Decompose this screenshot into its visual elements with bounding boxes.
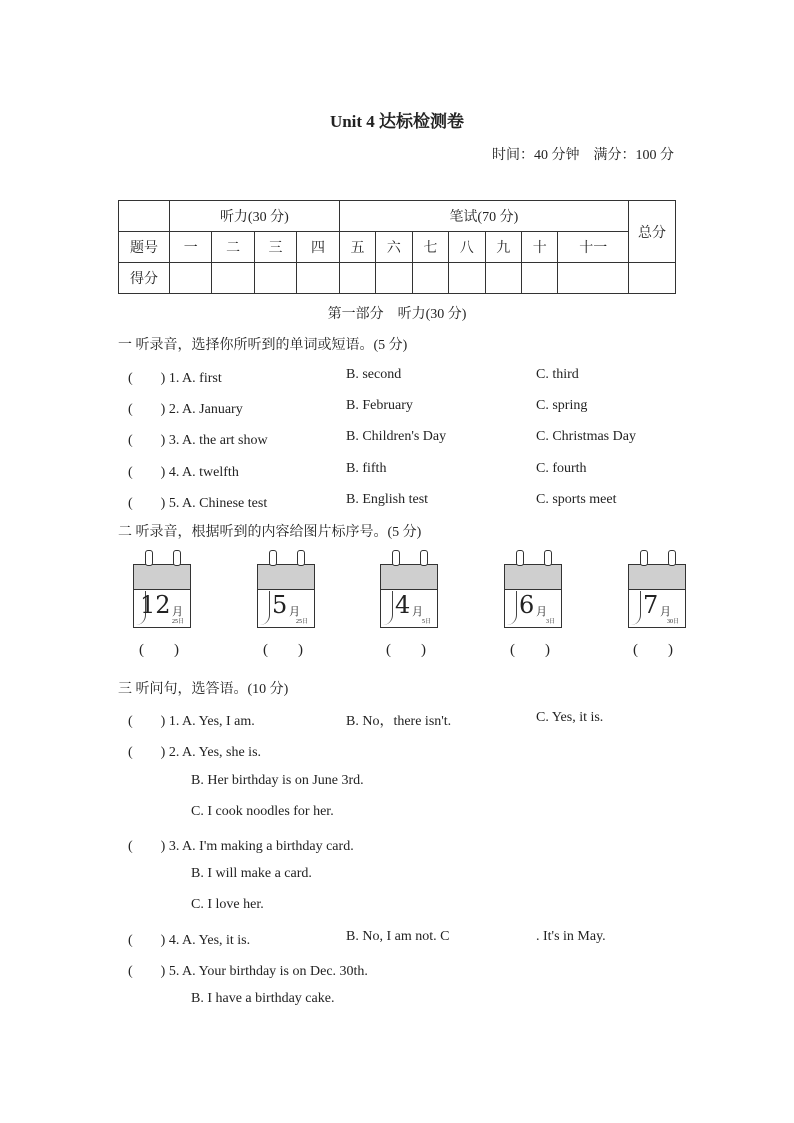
section2-title: 二 听录音，根据听到的内容给图片标序号。(5 分) [118,525,422,540]
calendar-month-number: 4 [395,591,411,619]
score-cell[interactable] [412,263,448,294]
question-number: 七 [412,232,448,263]
calendar-month-label: 月 [536,606,547,618]
binder-ring-icon [640,550,648,566]
calendar-page [133,564,191,628]
score-cell[interactable] [485,263,521,294]
s1-q2-option-b: B. February [346,398,413,413]
binder-ring-icon [516,550,524,566]
calendar-month-label: 月 [660,606,671,618]
s3-q4-option-b: B. No, I am not. C [346,929,450,944]
s1-q1-option-b: B. second [346,367,402,382]
score-cell[interactable] [170,263,212,294]
listening-header: 听力(30 分) [170,201,340,232]
binder-ring-icon [544,550,552,566]
score-cell[interactable] [254,263,296,294]
calendar-page [504,564,562,628]
calendar-december [133,556,191,628]
score-cell[interactable] [212,263,254,294]
s1-q5: ( ) 5. A. Chinese test [128,496,268,511]
s1-q5-option-b: B. English test [346,492,429,507]
writing-header: 笔试(70 分) [339,201,628,232]
s1-q3-option-c: C. Christmas Day [536,429,636,444]
corner-cell [119,201,170,232]
binder-ring-icon [173,550,181,566]
score-cell[interactable] [521,263,557,294]
s3-q3: ( ) 3. A. I'm making a birthday card. [128,839,354,854]
answer-blank[interactable]: ( ) [386,642,426,658]
s1-q2-option-c: C. spring [536,398,588,413]
part1-title: 第一部分 听力(30 分) [327,307,467,322]
question-number: 一 [170,232,212,263]
answer-blank[interactable]: ( ) [633,642,673,658]
calendar-day: 3日 [545,619,555,625]
binder-ring-icon [145,550,153,566]
calendar-page [628,564,686,628]
answer-blank[interactable]: ( ) [139,642,179,658]
total-header: 总分 [629,201,676,263]
s3-q3-option-c: C. I love her. [191,897,264,912]
score-table [118,200,676,294]
binder-ring-icon [297,550,305,566]
score-cell[interactable] [449,263,485,294]
calendar-day: 5日 [421,619,431,625]
question-number: 九 [485,232,521,263]
question-number: 十一 [558,232,629,263]
exam-meta: 时间：40 分钟 满分：100 分 [492,148,674,163]
section1-title: 一 听录音，选择你所听到的单词或短语。(5 分) [118,338,408,353]
calendar-may [257,556,315,628]
calendar-month-label: 月 [412,606,423,618]
section3-title: 三 听问句，选答语。(10 分) [118,682,289,697]
s1-q4: ( ) 4. A. twelfth [128,465,239,480]
binder-ring-icon [668,550,676,566]
page-curl-icon [506,591,517,625]
page-curl-icon [630,591,641,625]
score-cell[interactable] [376,263,412,294]
question-number: 四 [297,232,339,263]
page-curl-icon [259,591,270,625]
score-row-label: 得分 [119,263,170,294]
s1-q3-option-b: B. Children's Day [346,429,447,444]
s3-q5: ( ) 5. A. Your birthday is on Dec. 30th. [128,964,368,979]
question-row-label: 题号 [119,232,170,263]
s3-q2-option-c: C. I cook noodles for her. [191,804,334,819]
question-number: 十 [521,232,557,263]
calendar-july [628,556,686,628]
question-number: 八 [449,232,485,263]
s1-q2: ( ) 2. A. January [128,402,243,417]
s1-q1: ( ) 1. A. first [128,371,222,386]
page-title: Unit 4 达标检测卷 [329,112,465,131]
calendar-month-number: 7 [643,591,659,619]
calendar-month-number: 12 [140,591,171,619]
answer-blank[interactable]: ( ) [510,642,550,658]
question-number: 三 [254,232,296,263]
calendar-april [380,556,438,628]
score-cell[interactable] [297,263,339,294]
s3-q2-option-b: B. Her birthday is on June 3rd. [191,773,364,788]
s1-q5-option-c: C. sports meet [536,492,617,507]
calendar-day: 25日 [171,619,184,625]
question-number: 六 [376,232,412,263]
s3-q2: ( ) 2. A. Yes, she is. [128,745,262,760]
binder-ring-icon [420,550,428,566]
total-score-cell[interactable] [629,263,676,294]
binder-ring-icon [392,550,400,566]
s1-q4-option-b: B. fifth [346,461,387,476]
score-cell[interactable] [558,263,629,294]
calendar-month-label: 月 [289,606,300,618]
calendar-header [505,565,561,590]
question-number: 二 [212,232,254,263]
s1-q4-option-c: C. fourth [536,461,587,476]
answer-blank[interactable]: ( ) [263,642,303,658]
calendar-header [629,565,685,590]
s1-q3: ( ) 3. A. the art show [128,433,268,448]
question-number: 五 [339,232,375,263]
calendar-day: 25日 [295,619,308,625]
s3-q4-option-c: . It's in May. [536,929,606,944]
calendar-day: 30日 [666,619,679,625]
calendar-page [257,564,315,628]
s3-q1-option-c: C. Yes, it is. [536,710,604,725]
calendar-month-number: 6 [519,591,535,619]
score-cell[interactable] [339,263,375,294]
calendar-page [380,564,438,628]
s3-q1: ( ) 1. A. Yes, I am. [128,714,255,729]
s1-q1-option-c: C. third [536,367,579,382]
page-curl-icon [382,591,393,625]
calendar-header [134,565,190,590]
calendar-header [258,565,314,590]
calendar-header [381,565,437,590]
s3-q4: ( ) 4. A. Yes, it is. [128,933,251,948]
calendar-june [504,556,562,628]
calendar-month-label: 月 [172,606,183,618]
calendar-month-number: 5 [272,591,288,619]
binder-ring-icon [269,550,277,566]
s3-q5-option-b: B. I have a birthday cake. [191,991,335,1006]
s3-q1-option-b: B. No，there isn't. [346,714,452,729]
s3-q3-option-b: B. I will make a card. [191,866,312,881]
